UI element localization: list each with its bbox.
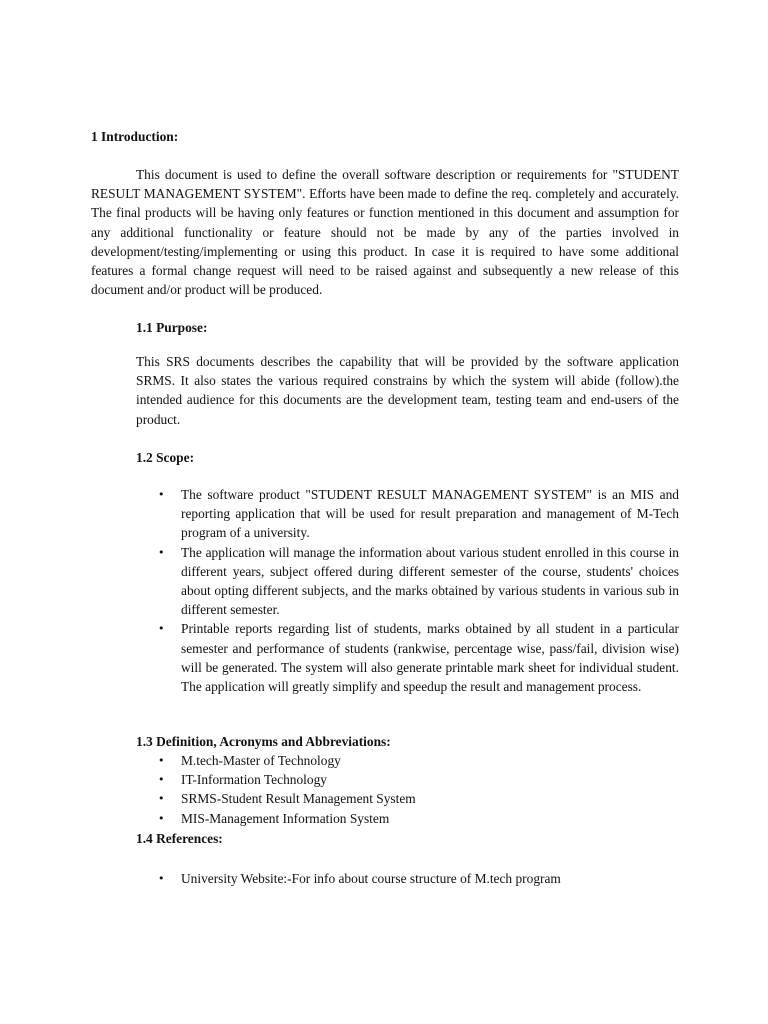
list-item — [136, 789, 679, 808]
list-item — [136, 770, 679, 789]
list-item — [136, 809, 679, 828]
list-item — [136, 869, 679, 888]
bullet-icon: • — [158, 622, 165, 636]
list-item-text: University Website:-For info about course structure of M.tech program — [181, 871, 561, 886]
section-heading-introduction: 1 Introduction: — [91, 129, 179, 144]
references-list — [136, 869, 679, 888]
section-heading-references: 1.4 References: — [136, 831, 223, 846]
section-heading-scope: 1.2 Scope: — [136, 450, 195, 465]
list-item-text: Printable reports regarding list of students, marks obtained by all student in a particular semester and performance of students (rankwise, percentage wise, pass/fail, division wise) will be generated. The system will also generate printable mark sheet for individual student. The application will greatly simplify and speedup the result and management process. — [181, 621, 679, 695]
list-item-text: MIS-Management Information System — [181, 810, 390, 826]
definitions-list — [136, 751, 679, 828]
purpose-paragraph: This SRS documents describes the capability that will be provided by the software application SRMS. It also states the various required constrains by which the system will abide (follow).the intended audience for this documents are the development team, testing team and end-users of the product. — [136, 354, 679, 427]
list-item — [136, 485, 679, 543]
list-item-text: IT-Information Technology — [181, 772, 327, 788]
list-item-text: The software product "STUDENT RESULT MANAGEMENT SYSTEM" is an MIS and reporting application that will be used for result preparation and management of M-Tech program of a university. — [181, 487, 679, 541]
bullet-icon: • — [158, 488, 165, 501]
list-item-text: SRMS-Student Result Management System — [181, 791, 416, 807]
bullet-icon: • — [158, 754, 165, 767]
bullet-icon: • — [158, 811, 165, 825]
bullet-icon: • — [158, 773, 165, 787]
introduction-paragraph: This document is used to define the overall software description or requirements for "STUDENT RESULT MANAGEMENT SYSTEM". Efforts have been made to define the req. completely and accurately. The final products will be having only features or function mentioned in this document and assumption for any additional functionality or feature should not be made by any of the parties involved in development/testing/implementing or using this product. In case it is required to have some additional features a formal change request will need to be raised against and subsequently a new release of this document and/or product will be produced. — [91, 167, 679, 298]
list-item-text: The application will manage the information about various student enrolled in this course in different years, subject offered during different semester of the course, students' choices about opting different subjects, and the marks obtained by various students in various sub in different semester. — [181, 544, 679, 618]
list-item-text: M.tech-Master of Technology — [181, 753, 341, 768]
scope-list — [136, 485, 679, 696]
section-heading-definitions: 1.3 Definition, Acronyms and Abbreviations: — [136, 734, 391, 749]
list-item — [136, 619, 679, 696]
list-item — [136, 751, 679, 770]
section-heading-purpose: 1.1 Purpose: — [136, 320, 208, 335]
bullet-icon: • — [158, 545, 165, 559]
bullet-icon: • — [158, 792, 165, 806]
bullet-icon: • — [158, 872, 165, 885]
list-item — [136, 543, 679, 620]
